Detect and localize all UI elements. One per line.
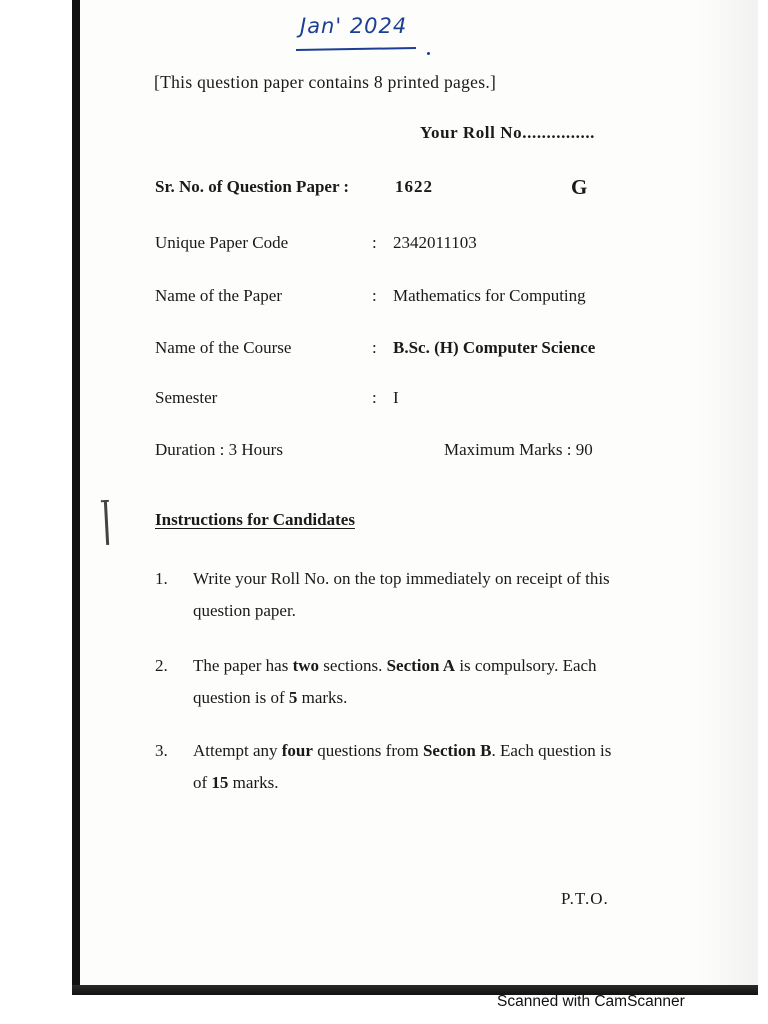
maximum-marks-text: Maximum Marks : 90 [444,440,593,459]
camscanner-watermark: Scanned with CamScanner [497,993,685,1010]
instructions-heading: Instructions for Candidates [155,510,355,529]
instruction-number: 1. [155,569,168,588]
instruction-text: is compulsory. Each question is of [193,656,597,707]
instruction-item [193,563,621,627]
paper-name-value: Mathematics for Computing [393,286,586,305]
paper-name-label: Name of the Paper [155,286,282,305]
instruction-text: Write your Roll No. on the top immediately on receipt of this question paper. [193,569,610,620]
duration-text: Duration : 3 Hours [155,440,283,459]
scan-shadow [700,0,758,990]
sr-no-value: 1622 [395,177,433,196]
instruction-text: Attempt any [193,741,282,760]
instruction-text: The paper has [193,656,293,675]
please-turn-over: P.T.O. [561,889,609,908]
separator-colon: : [372,286,377,305]
handwritten-date-note: Jan' 2024 [300,14,408,38]
semester-value: I [393,388,399,407]
instruction-text: marks. [297,688,348,707]
handwritten-dot [427,52,430,55]
instruction-emphasis: 5 [288,688,298,707]
unique-paper-code-label: Unique Paper Code [155,233,289,252]
instruction-item [193,735,621,799]
instruction-emphasis: Section A [386,656,456,675]
instruction-emphasis: Section B [422,741,492,760]
separator-colon: : [372,388,377,407]
separator-colon: : [372,233,377,252]
instruction-text: marks. [228,773,279,792]
instruction-number: 3. [155,741,168,760]
question-paper-page [78,0,758,992]
instruction-emphasis: 15 [211,773,229,792]
sr-no-label: Sr. No. of Question Paper : [155,177,350,196]
paper-set-code: G [571,175,588,199]
printed-pages-note: [This question paper contains 8 printed pages.] [154,72,497,92]
instruction-item [193,650,621,714]
instruction-emphasis: two [292,656,320,675]
separator-colon: : [372,338,377,357]
unique-paper-code-value: 2342011103 [393,233,477,252]
course-name-label: Name of the Course [155,338,292,357]
instruction-text: sections. [319,656,387,675]
semester-label: Semester [155,388,218,407]
instruction-number: 2. [155,656,168,675]
instruction-text: questions from [312,741,423,760]
instruction-text: . Each question is of [193,741,612,792]
instruction-emphasis: four [281,741,313,760]
course-name-value: B.Sc. (H) Computer Science [393,338,596,357]
roll-number-field: Your Roll No............... [420,123,596,142]
scan-left-border [72,0,80,995]
